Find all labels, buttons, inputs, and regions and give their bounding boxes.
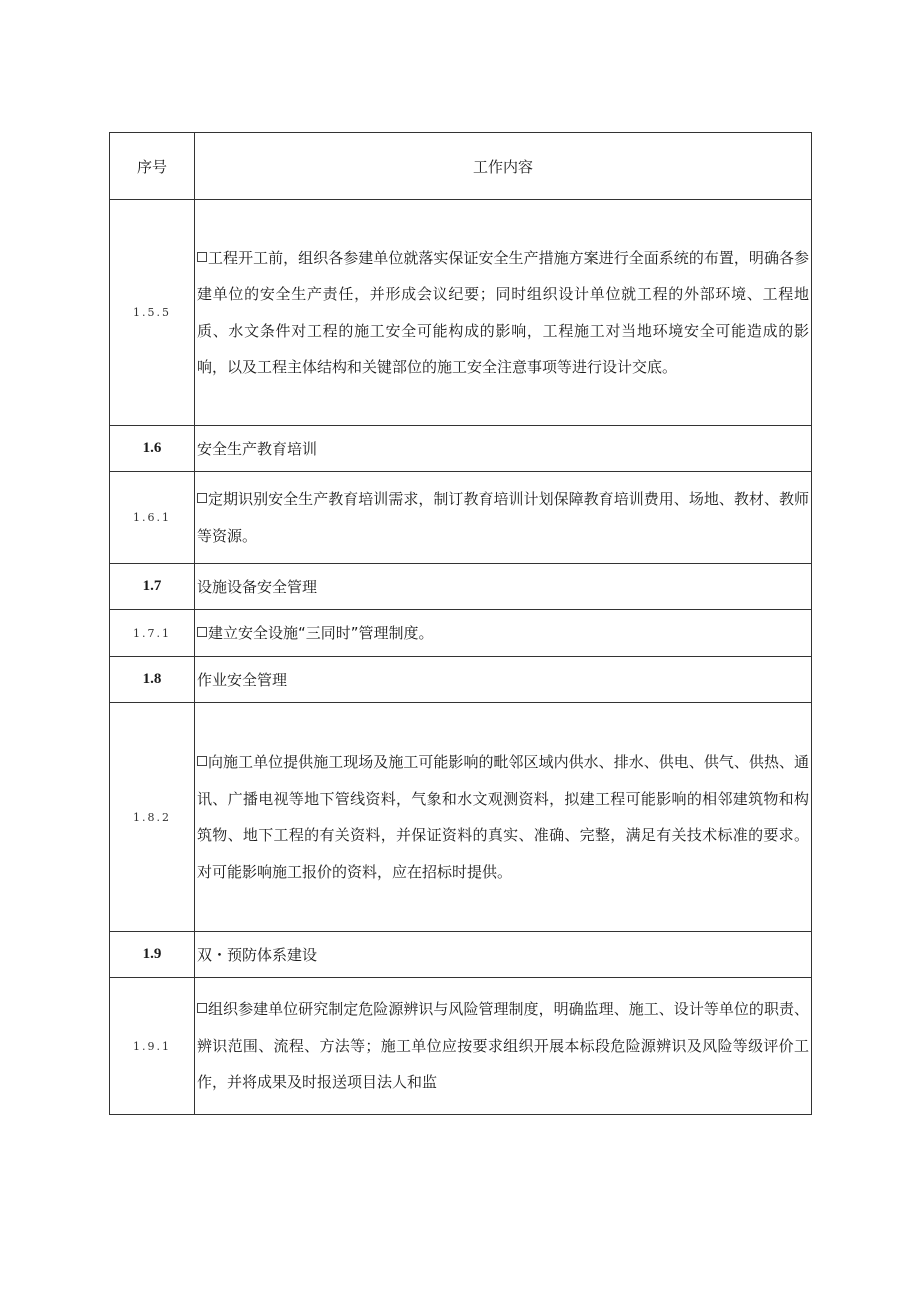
item-number: 1.9.1 <box>110 978 195 1115</box>
table-row-1-6-1 <box>110 472 812 564</box>
section-number: 1.8 <box>110 657 195 703</box>
header-serial-number: 序号 <box>110 133 195 200</box>
item-text: 工程开工前，组织各参建单位就落实保证安全生产措施方案进行全面系统的布置，明确各参建单位的安全生产责任，并形成会议纪要；同时组织设计单位就工程的外部环境、工程地质、水文条件对工程的施工安全可能构成的影响，工程施工对当地环境安全可能造成的影响，以及工程主体结构和关键部位的施工安全注意事项等进行设计交底。 <box>197 248 809 376</box>
checkbox-icon <box>197 1003 207 1013</box>
table-row-section-1-7 <box>110 564 812 610</box>
section-title: 设施设备安全管理 <box>195 564 812 610</box>
table-row-section-1-9 <box>110 932 812 978</box>
item-number: 1.8.2 <box>110 703 195 932</box>
table-row-section-1-6 <box>110 426 812 472</box>
section-title: 双・预防体系建设 <box>195 932 812 978</box>
item-number: 1.7.1 <box>110 610 195 657</box>
header-work-content: 工作内容 <box>195 133 812 200</box>
section-number: 1.7 <box>110 564 195 610</box>
section-title: 作业安全管理 <box>195 657 812 703</box>
section-title: 安全生产教育培训 <box>195 426 812 472</box>
item-content <box>195 703 812 932</box>
table-header-row <box>110 133 812 200</box>
section-number: 1.6 <box>110 426 195 472</box>
item-content <box>195 200 812 426</box>
item-content <box>195 978 812 1115</box>
table-row-1-5-5 <box>110 200 812 426</box>
table-row-1-8-2 <box>110 703 812 932</box>
item-text: 组织参建单位研究制定危险源辨识与风险管理制度，明确监理、施工、设计等单位的职责、辨识范围、流程、方法等；施工单位应按要求组织开展本标段危险源辨识及风险等级评价工作，并将成果及时报送项目法人和监 <box>197 1000 809 1092</box>
item-content <box>195 472 812 564</box>
table-row-1-7-1 <box>110 610 812 657</box>
item-content <box>195 610 812 657</box>
item-number: 1.6.1 <box>110 472 195 564</box>
checkbox-icon <box>197 252 207 262</box>
checkbox-icon <box>197 756 207 766</box>
work-content-table <box>109 132 812 1115</box>
item-number: 1.5.5 <box>110 200 195 426</box>
item-text: 建立安全设施“三同时”管理制度。 <box>208 623 434 642</box>
item-text: 定期识别安全生产教育培训需求，制订教育培训计划保障教育培训费用、场地、教材、教师等资源。 <box>197 490 809 545</box>
checkbox-icon <box>197 627 207 637</box>
table-row-1-9-1 <box>110 978 812 1115</box>
checkbox-icon <box>197 493 207 503</box>
item-text: 向施工单位提供施工现场及施工可能影响的毗邻区域内供水、排水、供电、供气、供热、通讯、广播电视等地下管线资料，气象和水文观测资料，拟建工程可能影响的相邻建筑物和构筑物、地下工程的有关资料，并保证资料的真实、准确、完整，满足有关技术标准的要求。对可能影响施工报价的资料，应在招标时提供。 <box>197 753 809 881</box>
section-number: 1.9 <box>110 932 195 978</box>
table-row-section-1-8 <box>110 657 812 703</box>
